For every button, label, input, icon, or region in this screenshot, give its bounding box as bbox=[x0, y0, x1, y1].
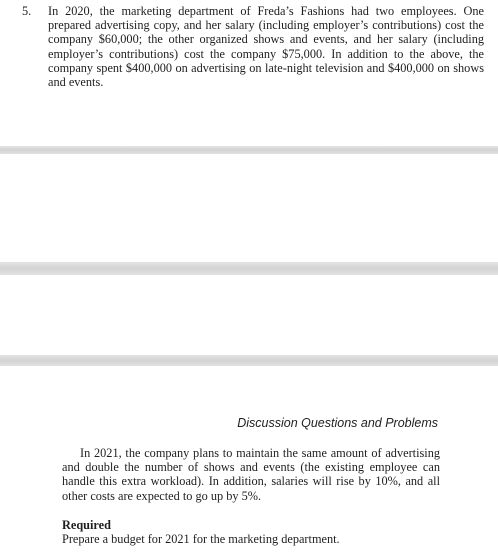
problem-continuation bbox=[62, 446, 440, 503]
continuation-text: In 2021, the company plans to maintain the same amount of advertising and double the number of shows and events (the existing employee can handle this extra workload). In addition, salaries will rise by 10%, and all other costs are expected to go up by 5%. bbox=[62, 446, 440, 503]
section-header: Discussion Questions and Problems bbox=[237, 416, 438, 430]
problem-5 bbox=[22, 4, 484, 89]
page-divider-bottom bbox=[0, 355, 498, 366]
required-text: Prepare a budget for 2021 for the marketing department. bbox=[62, 532, 340, 546]
required-label: Required bbox=[62, 518, 111, 532]
page-divider-top bbox=[0, 146, 498, 154]
problem-text: In 2020, the marketing department of Freda’s Fashions had two employees. One prepared advertising copy, and her salary (including employer’s contributions) cost the company $60,000; the other organized shows and events, and her salary (including employer’s contributions) cost the company $75,000. In addition to the above, the company spent $400,000 on advertising on late-night television and $400,000 on shows and events. bbox=[48, 4, 484, 90]
problem-number: 5. bbox=[22, 4, 32, 18]
page-divider-middle bbox=[0, 262, 498, 275]
